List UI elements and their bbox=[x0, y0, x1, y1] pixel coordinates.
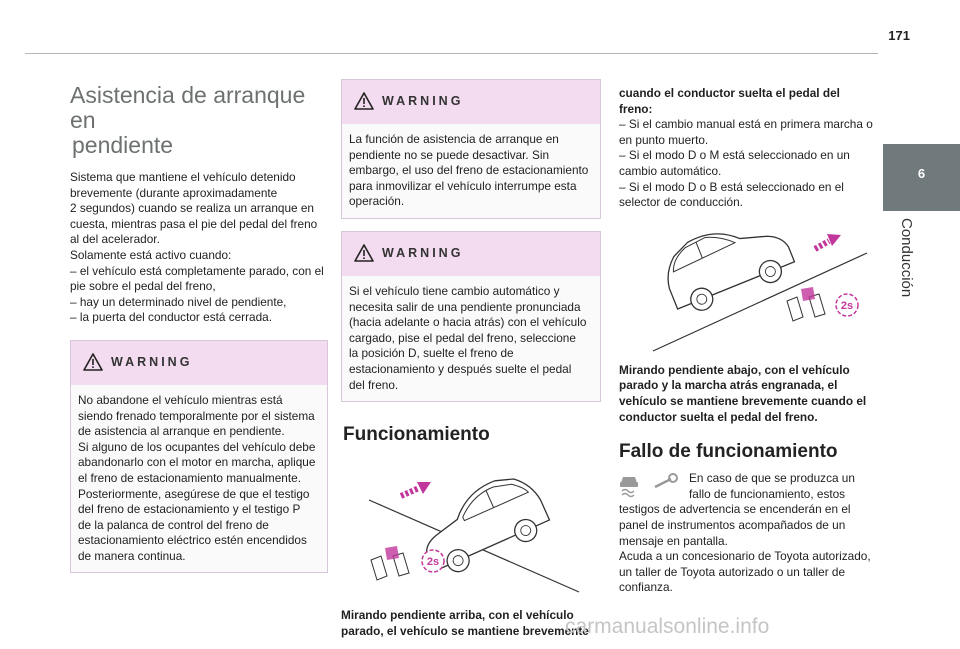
warning-line: del freno de estacionamiento y el testigo P bbox=[78, 502, 301, 517]
warning-box bbox=[70, 340, 328, 574]
pedal-icon bbox=[787, 287, 825, 321]
figure-caption bbox=[341, 608, 601, 639]
intro-line: – hay un determinado nivel de pendiente, bbox=[70, 294, 287, 309]
warning-line: Posteriormente, asegúrese de que el testigo bbox=[78, 486, 310, 501]
warning-lamps-icon bbox=[619, 471, 683, 499]
cont-line: – Si el modo D o M está seleccionado en un bbox=[619, 148, 850, 163]
continued-paragraph bbox=[619, 86, 881, 211]
section-title-line-1: Asistencia de arranque en bbox=[70, 82, 306, 133]
stability-lamp-icon bbox=[620, 477, 638, 497]
caption-line: parado, el vehículo se mantiene brevemente bbox=[341, 623, 589, 638]
intro-line: – la puerta del conductor está cerrada. bbox=[70, 310, 272, 325]
warning-triangle-icon bbox=[83, 353, 103, 371]
warning-line: estacionamiento y después suelte el pedal bbox=[349, 361, 572, 376]
cont-line: cambio automático. bbox=[619, 163, 722, 178]
timer-label: 2s bbox=[840, 299, 854, 312]
downhill-car-illustration bbox=[619, 215, 881, 355]
caption-line: conductor suelta el pedal del freno. bbox=[619, 409, 818, 424]
fail-line: panel de instrumentos acompañados de un bbox=[619, 517, 846, 532]
warning-triangle-icon bbox=[354, 244, 374, 262]
warning-triangle-icon bbox=[354, 92, 374, 110]
cont-line: – Si el modo D o B está seleccionado en el bbox=[619, 179, 844, 194]
fail-line: confianza. bbox=[619, 580, 673, 595]
section-title-line-2: pendiente bbox=[72, 132, 174, 158]
warning-line: de la palanca de control del freno de bbox=[78, 517, 269, 532]
chapter-label: Conducción bbox=[898, 218, 915, 298]
warning-line: Si alguno de los ocupantes del vehículo debe bbox=[78, 439, 316, 454]
warning-box bbox=[341, 231, 601, 402]
uphill-arrow-icon bbox=[401, 482, 431, 496]
warning-box bbox=[341, 79, 601, 219]
warning-line: del freno. bbox=[349, 377, 399, 392]
warning-title: WARNING bbox=[382, 94, 464, 108]
downhill-arrow-icon bbox=[815, 234, 841, 249]
intro-line: 2 segundos) cuando se realiza un arranque en bbox=[70, 201, 314, 216]
fail-line: testigos de advertencia se encenderán en el bbox=[619, 502, 851, 517]
fail-line: Acuda a un concesionario de Toyota autorizado, bbox=[619, 549, 871, 564]
figure-caption bbox=[619, 363, 881, 425]
warning-header bbox=[342, 80, 600, 124]
timer-2s-icon bbox=[422, 550, 444, 572]
column-left bbox=[70, 83, 328, 573]
warning-line: abandonarlo con el motor en marcha, aplique bbox=[78, 455, 316, 470]
warning-line: operación. bbox=[349, 194, 405, 209]
warning-line: de asistencia al arranque en pendiente. bbox=[78, 424, 285, 439]
intro-line: – el vehículo está completamente parado, con el bbox=[70, 263, 324, 278]
section-heading: Fallo de funcionamiento bbox=[619, 441, 838, 463]
warning-line: pendiente no se puede desactivar. Sin bbox=[349, 147, 550, 162]
top-divider bbox=[25, 53, 878, 54]
warning-line: Si el vehículo tiene cambio automático y bbox=[349, 283, 560, 298]
column-right bbox=[619, 86, 881, 596]
warning-line: el freno de estacionamiento manualmente. bbox=[78, 470, 301, 485]
chapter-tab[interactable] bbox=[883, 144, 960, 211]
fail-line: fallo de funcionamiento, estos bbox=[689, 486, 846, 501]
timer-2s-icon bbox=[836, 294, 858, 316]
warning-line: No abandone el vehículo mientras está bbox=[78, 392, 283, 407]
caption-line: vehículo se mantiene brevemente cuando el bbox=[619, 393, 867, 408]
caption-line: Mirando pendiente abajo, con el vehículo bbox=[619, 362, 850, 377]
warning-line: de manera continua. bbox=[78, 548, 186, 563]
intro-line: cuesta, mientras pasa el pie del pedal del freno bbox=[70, 216, 318, 231]
intro-line: brevemente (durante aproximadamente bbox=[70, 185, 278, 200]
pedal-icon bbox=[371, 546, 409, 580]
cont-line: en punto muerto. bbox=[619, 132, 709, 147]
warning-line: necesita salir de una pendiente pronunciada bbox=[349, 299, 581, 314]
caption-line: parado y la marcha atrás engranada, el bbox=[619, 378, 838, 393]
cont-line: cuando el conductor suelta el pedal del bbox=[619, 86, 840, 100]
watermark: carmanualsonline.info bbox=[565, 615, 770, 638]
timer-label: 2s bbox=[426, 556, 440, 569]
chapter-number: 6 bbox=[917, 166, 926, 181]
warning-header bbox=[342, 232, 600, 276]
intro-line: pie sobre el pedal del freno, bbox=[70, 279, 216, 294]
warning-header bbox=[71, 341, 327, 385]
column-middle bbox=[341, 79, 601, 639]
uphill-car-illustration bbox=[341, 458, 601, 598]
cont-line: selector de conducción. bbox=[619, 195, 743, 210]
intro-line: al del acelerador. bbox=[70, 232, 160, 247]
wrench-icon bbox=[655, 474, 677, 487]
intro-line: Solamente está activo cuando: bbox=[70, 247, 232, 262]
intro-line: Sistema que mantiene el vehículo detenido bbox=[70, 170, 296, 184]
section-heading: Funcionamiento bbox=[343, 424, 490, 446]
fail-block bbox=[619, 471, 881, 596]
fail-line: un taller de Toyota autorizado o un taller de bbox=[619, 564, 846, 579]
warning-title: WARNING bbox=[382, 245, 464, 260]
warning-line: embargo, el uso del freno de estacionamiento bbox=[349, 163, 589, 178]
cont-line: – Si el cambio manual está en primera marcha o bbox=[619, 117, 873, 132]
warning-text bbox=[342, 276, 600, 393]
fail-line: En caso de que se produzca un bbox=[689, 471, 855, 486]
warning-line: para inmovilizar el vehículo interrumpe esta bbox=[349, 178, 577, 193]
warning-line: estacionamiento eléctrico estén encendidos bbox=[78, 533, 307, 548]
caption-line: Mirando pendiente arriba, con el vehículo bbox=[341, 608, 574, 623]
warning-line: cargado, pise el pedal del freno, seleccione bbox=[349, 330, 576, 345]
warning-line: la posición D, suelte el freno de bbox=[349, 346, 514, 361]
page-number: 171 bbox=[888, 28, 910, 43]
warning-line: (hacia adelante o hacia atrás) con el vehículo bbox=[349, 315, 587, 330]
cont-line: freno: bbox=[619, 101, 653, 116]
warning-line: La función de asistencia de arranque en bbox=[349, 132, 559, 146]
fail-line: mensaje en pantalla. bbox=[619, 533, 728, 548]
warning-text bbox=[342, 124, 600, 210]
warning-text bbox=[71, 385, 327, 565]
intro-paragraph bbox=[70, 170, 328, 326]
warning-title: WARNING bbox=[111, 354, 193, 369]
section-title bbox=[70, 83, 328, 158]
warning-line: siendo frenado temporalmente por el sistema bbox=[78, 408, 315, 423]
